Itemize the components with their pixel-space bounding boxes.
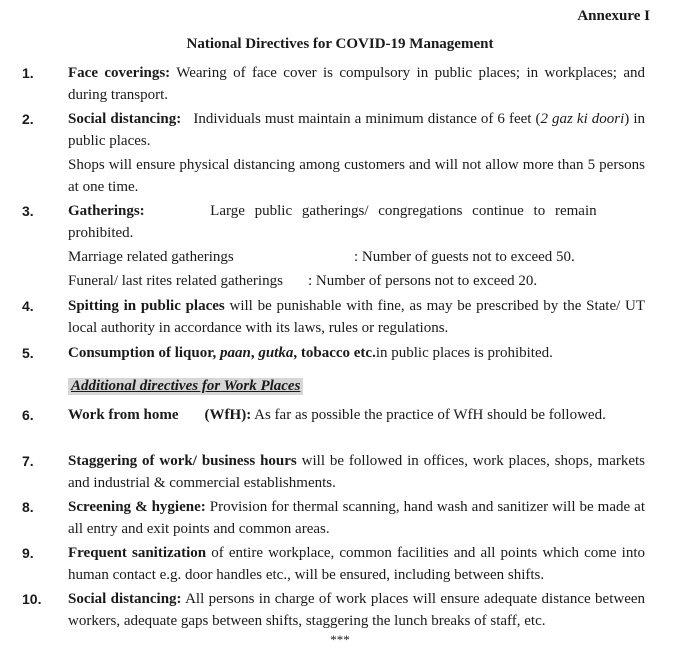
item-text: Wearing of face cover is compulsory in public places; in workplaces; and during transport. bbox=[68, 65, 646, 103]
item-body bbox=[68, 295, 645, 339]
section-heading: Additional directives for Work Places bbox=[68, 378, 303, 395]
item-text-post: ) in public places. bbox=[68, 111, 646, 149]
item-number: 1. bbox=[22, 65, 34, 81]
item-label-2: (WfH): bbox=[204, 407, 252, 423]
item-text: in public places is prohibited. bbox=[375, 345, 553, 361]
item-text-italic: 2 gaz ki doori bbox=[540, 111, 625, 127]
item-label: Social distancing: bbox=[68, 111, 182, 127]
item-body bbox=[68, 450, 645, 494]
item-body bbox=[68, 200, 645, 244]
row-label: Marriage related gatherings bbox=[68, 249, 234, 265]
item-label-e: , tobacco etc. bbox=[293, 345, 376, 361]
item-label: Work from home bbox=[68, 407, 179, 423]
item-number: 3. bbox=[22, 203, 34, 219]
item-number: 4. bbox=[22, 298, 34, 314]
item-body bbox=[68, 108, 645, 152]
item-label: Gatherings: bbox=[68, 203, 145, 219]
row-value: : Number of persons not to exceed 20. bbox=[308, 273, 538, 289]
item-label: Spitting in public places bbox=[68, 298, 225, 314]
item-text: Large public gatherings/ congregations continue to remain prohibited. bbox=[68, 203, 597, 241]
item-number: 7. bbox=[22, 453, 34, 469]
item-number: 8. bbox=[22, 499, 34, 515]
gathering-row-funeral bbox=[68, 270, 645, 292]
item-label-b: paan bbox=[220, 345, 251, 361]
item-label-d: gutka bbox=[258, 345, 294, 361]
item-body bbox=[68, 342, 645, 364]
item-number: 10. bbox=[22, 591, 42, 607]
item-text: All persons in charge of work places will ensure adequate distance between workers, adequate gaps between shifts, staggering the lunch breaks of staff, etc. bbox=[68, 591, 646, 629]
row-value: : Number of guests not to exceed 50. bbox=[354, 249, 575, 265]
item-body bbox=[68, 588, 645, 632]
item-text: of entire workplace, common facilities and all points which come into human contact e.g. door handles etc., will be ensured, including between shifts. bbox=[68, 545, 645, 583]
item-text: will be followed in offices, work places, shops, markets and industrial & commercial establishments. bbox=[68, 453, 646, 491]
item-number: 6. bbox=[22, 407, 34, 423]
item-text: will be punishable with fine, as may be prescribed by the State/ UT local authority in accordance with its laws, rules or regulations. bbox=[68, 298, 645, 336]
item-label: Staggering of work/ business hours bbox=[68, 453, 297, 469]
item-body bbox=[68, 62, 645, 106]
gathering-row-marriage bbox=[68, 246, 645, 268]
item-label: Screening & hygiene: bbox=[68, 499, 206, 515]
item-2-paragraph: Shops will ensure physical distancing among customers and will not allow more than 5 persons at one time. bbox=[68, 157, 645, 195]
item-number: 5. bbox=[22, 345, 34, 361]
item-label: Frequent sanitization bbox=[68, 545, 207, 561]
item-body bbox=[68, 404, 645, 426]
item-label-a: Consumption of liquor, bbox=[68, 345, 220, 361]
item-body bbox=[68, 496, 645, 540]
item-number: 2. bbox=[22, 111, 34, 127]
row-label: Funeral/ last rites related gatherings bbox=[68, 273, 283, 289]
item-text: Individuals must maintain a minimum distance of 6 feet ( bbox=[181, 111, 541, 127]
item-text: As far as possible the practice of WfH should be followed. bbox=[251, 407, 606, 423]
item-text: Provision for thermal scanning, hand wash and sanitizer will be made at all entry and exit points and common areas. bbox=[68, 499, 645, 537]
end-stars: *** bbox=[330, 632, 350, 647]
annexure-label: Annexure I bbox=[577, 8, 650, 24]
item-label-c: , bbox=[250, 345, 259, 361]
item-label: Face coverings: bbox=[68, 65, 171, 81]
item-body bbox=[68, 542, 645, 586]
item-label: Social distancing: bbox=[68, 591, 182, 607]
item-number: 9. bbox=[22, 545, 34, 561]
document-title: National Directives for COVID-19 Management bbox=[186, 36, 494, 52]
